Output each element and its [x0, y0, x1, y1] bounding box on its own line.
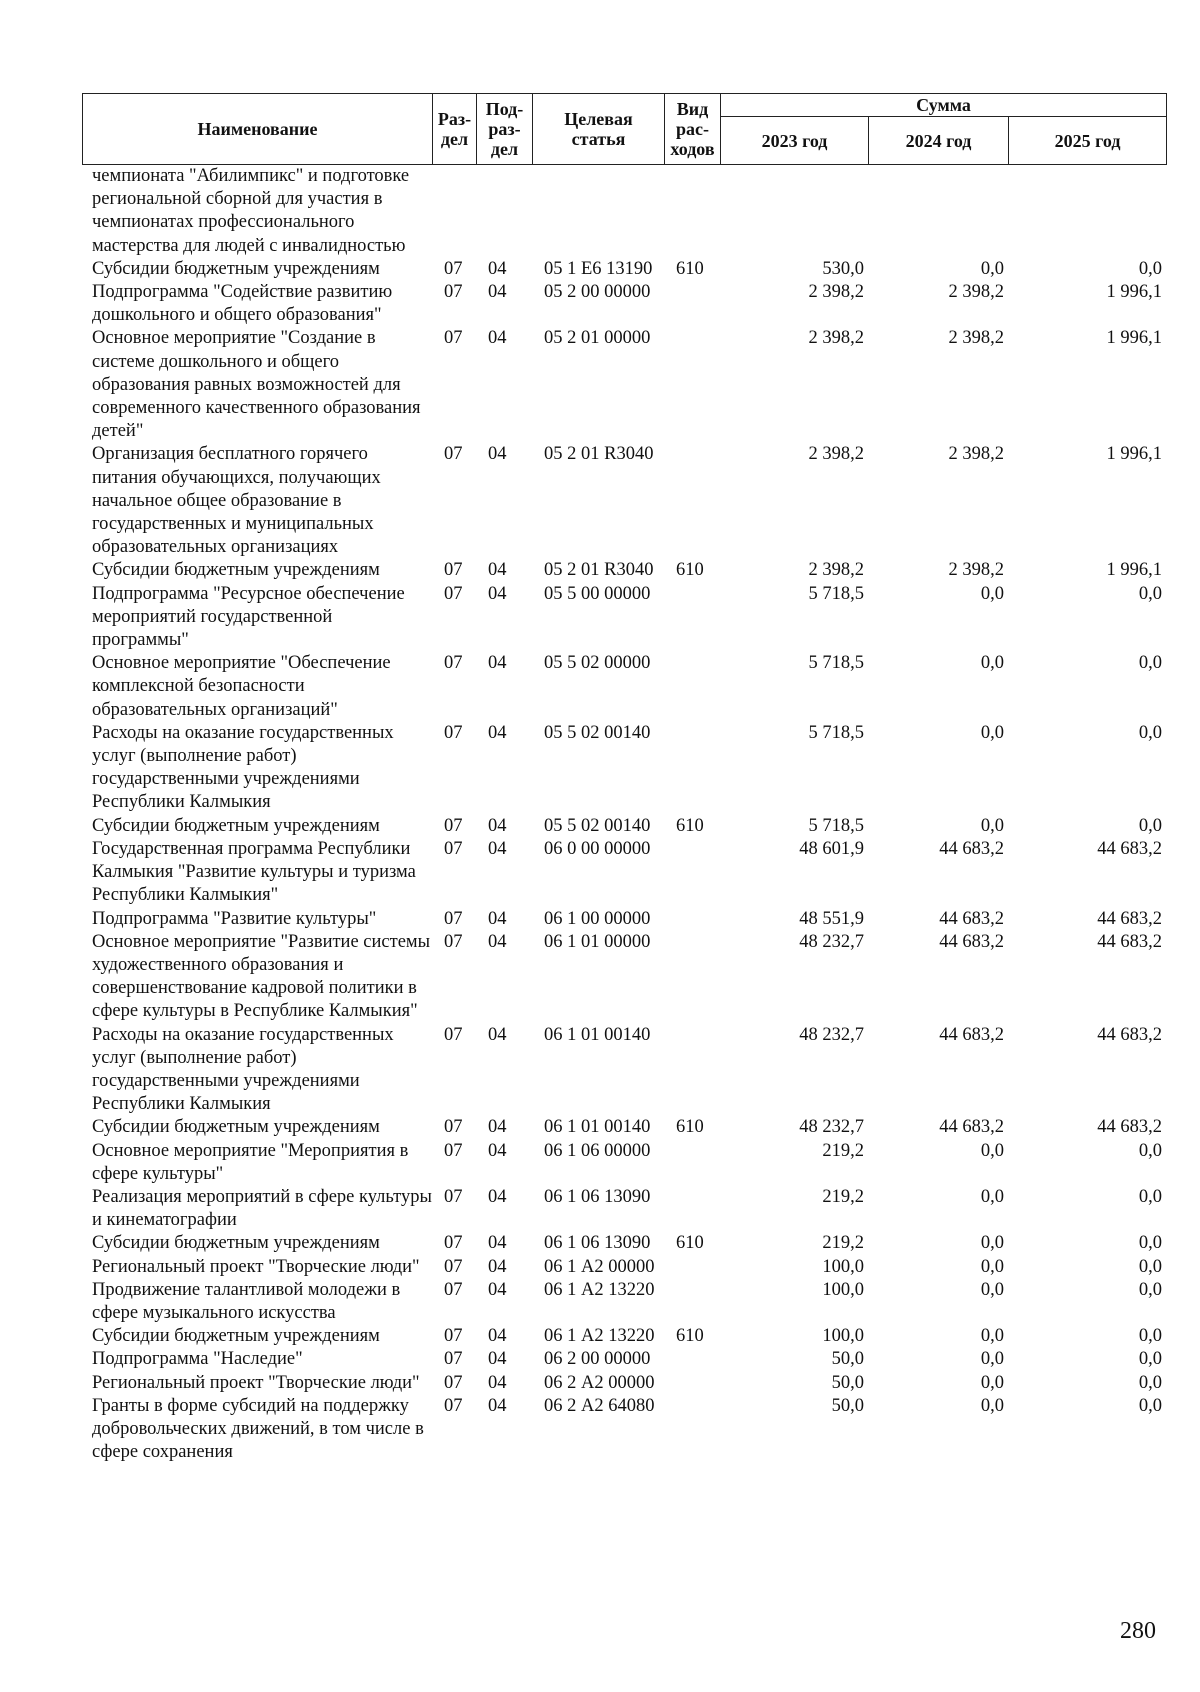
- row-sum-2023: 50,0: [831, 1395, 864, 1416]
- row-section: 07: [444, 1117, 463, 1138]
- row-name: Подпрограмма "Развитие культуры": [92, 908, 377, 929]
- table-row: [82, 1348, 1166, 1371]
- row-section: 07: [444, 1349, 463, 1370]
- row-section: 07: [444, 815, 463, 836]
- row-sum-2025: 0,0: [1138, 1349, 1162, 1370]
- row-expense-kind: [664, 443, 720, 559]
- table-row: [82, 1325, 1166, 1348]
- table-row: [82, 1024, 1166, 1117]
- row-name: Основное мероприятие "Создание в системе дошкольного и общего образования равных возможностей для современного качественного образования детей": [92, 328, 421, 442]
- row-sum-2025: 1 996,1: [1106, 560, 1162, 581]
- row-expense-kind: [664, 1140, 720, 1186]
- row-name: Основное мероприятие "Развитие системы художественного образования и совершенствование кадровой политики в сфере культуры в Республике Калмыкия": [92, 931, 431, 1022]
- row-expense-kind: 610: [676, 1326, 704, 1347]
- row-sum-2023: 2 398,2: [808, 560, 864, 581]
- row-section: 07: [444, 282, 463, 303]
- row-name: Продвижение талантливой молодежи в сфере музыкального искусства: [92, 1279, 401, 1323]
- row-section: 07: [444, 1233, 463, 1254]
- row-subsection: 04: [488, 1279, 507, 1300]
- table-row: [82, 443, 1166, 559]
- row-sum-2023: 219,2: [822, 1186, 864, 1207]
- row-expense-kind: [664, 652, 720, 722]
- row-sum-2024: 44 683,2: [939, 1117, 1004, 1138]
- row-expense-kind: [664, 1372, 720, 1395]
- row-target-article: 06 1 00 00000: [544, 908, 651, 929]
- row-name: Гранты в форме субсидий на поддержку добровольческих движений, в том числе в сфере сохранения: [92, 1395, 424, 1463]
- row-sum-2023: 48 232,7: [799, 931, 864, 952]
- table-row: [82, 165, 1166, 258]
- row-target-article: 06 1 А2 13220: [544, 1279, 655, 1300]
- row-sum-2023: 5 718,5: [808, 653, 864, 674]
- row-expense-kind: [664, 722, 720, 815]
- table-row: [82, 258, 1166, 281]
- row-name: Региональный проект "Творческие люди": [92, 1372, 420, 1393]
- row-target-article: 05 2 01 00000: [544, 328, 651, 349]
- row-sum-2025: 1 996,1: [1106, 444, 1162, 465]
- row-target-article: 06 1 06 13090: [544, 1233, 651, 1254]
- row-target-article: 06 2 А2 64080: [544, 1395, 655, 1416]
- row-sum-2024: 0,0: [980, 1186, 1004, 1207]
- row-name: Основное мероприятие "Мероприятия в сфере культуры": [92, 1140, 409, 1184]
- row-target-article: 05 5 02 00140: [544, 815, 651, 836]
- row-sum-2024: 0,0: [980, 1395, 1004, 1416]
- row-sum-2024: 0,0: [980, 1279, 1004, 1300]
- table-row: [82, 1186, 1166, 1232]
- row-target-article: 06 1 01 00140: [544, 1024, 651, 1045]
- table-row: [82, 1116, 1166, 1139]
- row-sum-2024: 2 398,2: [948, 328, 1004, 349]
- row-subsection: 04: [488, 1326, 507, 1347]
- row-sum-2025: 44 683,2: [1097, 931, 1162, 952]
- row-expense-kind: 610: [676, 1117, 704, 1138]
- table-row: [82, 1232, 1166, 1255]
- row-sum-2024: 0,0: [980, 258, 1004, 279]
- row-subsection: 04: [488, 583, 507, 604]
- row-subsection: 04: [488, 1140, 507, 1161]
- row-sum-2023: 5 718,5: [808, 722, 864, 743]
- row-section: 07: [444, 1395, 463, 1416]
- row-subsection: 04: [488, 1024, 507, 1045]
- row-target-article: 06 1 06 13090: [544, 1186, 651, 1207]
- row-sum-2024: 0,0: [980, 653, 1004, 674]
- row-name: Подпрограмма "Наследие": [92, 1349, 303, 1370]
- row-sum-2023: 50,0: [831, 1349, 864, 1370]
- row-name: Субсидии бюджетным учреждениям: [92, 815, 380, 836]
- row-sum-2025: 0,0: [1138, 1395, 1162, 1416]
- row-expense-kind: [664, 583, 720, 653]
- row-sum-2023: 100,0: [822, 1279, 864, 1300]
- header-year-2024: 2024 год: [869, 117, 1009, 165]
- row-section: 07: [444, 1326, 463, 1347]
- row-subsection: 04: [488, 560, 507, 581]
- row-target-article: 05 2 01 R3040: [544, 560, 654, 581]
- row-name: Субсидии бюджетным учреждениям: [92, 560, 380, 581]
- row-subsection: 04: [488, 1186, 507, 1207]
- row-sum-2023: 5 718,5: [808, 583, 864, 604]
- row-sum-2025: 0,0: [1138, 1186, 1162, 1207]
- row-expense-kind: [664, 1256, 720, 1279]
- row-sum-2024: 2 398,2: [948, 560, 1004, 581]
- row-sum-2024: 0,0: [980, 1256, 1004, 1277]
- row-expense-kind: [664, 281, 720, 327]
- table-row: [82, 1256, 1166, 1279]
- row-sum-2023: 2 398,2: [808, 328, 864, 349]
- row-sum-2025: 1 996,1: [1106, 328, 1162, 349]
- row-section: 07: [444, 583, 463, 604]
- row-section: 07: [444, 1256, 463, 1277]
- row-expense-kind: 610: [676, 258, 704, 279]
- row-subsection: 04: [488, 258, 507, 279]
- row-expense-kind: [664, 838, 720, 908]
- header-name: Наименование: [83, 94, 433, 165]
- row-section: 07: [444, 1024, 463, 1045]
- row-section: 07: [444, 258, 463, 279]
- header-sum: Сумма: [721, 94, 1167, 117]
- row-name: Организация бесплатного горячего питания обучающихся, получающих начальное общее образование в государственных и муниципальных образовательных организациях: [92, 444, 381, 558]
- row-sum-2025: 0,0: [1138, 1233, 1162, 1254]
- row-sum-2024: 44 683,2: [939, 931, 1004, 952]
- row-subsection: 04: [488, 444, 507, 465]
- table-header: [82, 93, 1167, 165]
- row-target-article: 05 2 01 R3040: [544, 444, 654, 465]
- row-expense-kind: 610: [676, 815, 704, 836]
- row-sum-2024: 0,0: [980, 583, 1004, 604]
- row-sum-2025: 0,0: [1138, 722, 1162, 743]
- row-sum-2024: 0,0: [980, 815, 1004, 836]
- row-sum-2023: 530,0: [822, 258, 864, 279]
- row-section: 07: [444, 653, 463, 674]
- row-name: Реализация мероприятий в сфере культуры и кинематографии: [92, 1186, 432, 1231]
- row-name: Расходы на оказание государственных услуг (выполнение работ) государственными учреждениями Республики Калмыкия: [92, 1024, 394, 1115]
- row-sum-2025: 44 683,2: [1097, 908, 1162, 929]
- row-sum-2023: 100,0: [822, 1326, 864, 1347]
- row-name: Региональный проект "Творческие люди": [92, 1256, 420, 1277]
- row-target-article: 05 5 00 00000: [544, 583, 651, 604]
- row-section: 07: [444, 838, 463, 859]
- row-target-article: 06 1 01 00000: [544, 931, 651, 952]
- row-sum-2024: 0,0: [980, 722, 1004, 743]
- row-target-article: 06 1 А2 13220: [544, 1326, 655, 1347]
- row-subsection: 04: [488, 1349, 507, 1370]
- row-sum-2023: 50,0: [831, 1372, 864, 1393]
- row-name: Основное мероприятие "Обеспечение комплексной безопасности образовательных организаций": [92, 653, 391, 720]
- row-name: Субсидии бюджетным учреждениям: [92, 1233, 380, 1254]
- table-row: [82, 583, 1166, 653]
- row-expense-kind: [664, 908, 720, 931]
- row-sum-2025: 0,0: [1138, 1372, 1162, 1393]
- row-subsection: 04: [488, 838, 507, 859]
- row-subsection: 04: [488, 815, 507, 836]
- row-name: Субсидии бюджетным учреждениям: [92, 258, 380, 279]
- table-row: [82, 1395, 1166, 1465]
- row-section: 07: [444, 1140, 463, 1161]
- row-sum-2024: 0,0: [980, 1349, 1004, 1370]
- row-section: 07: [444, 931, 463, 952]
- header-expense-kind: Вид рас- ходов: [665, 94, 721, 165]
- row-subsection: 04: [488, 282, 507, 303]
- row-section: 07: [444, 1279, 463, 1300]
- row-target-article: 06 0 00 00000: [544, 838, 651, 859]
- row-subsection: 04: [488, 1372, 507, 1393]
- row-sum-2024: 0,0: [980, 1233, 1004, 1254]
- row-target-article: 06 2 00 00000: [544, 1349, 651, 1370]
- row-subsection: 04: [488, 1395, 507, 1416]
- row-name: Расходы на оказание государственных услуг (выполнение работ) государственными учреждениями Республики Калмыкия: [92, 722, 394, 813]
- row-name: Субсидии бюджетным учреждениям: [92, 1117, 380, 1138]
- row-target-article: 06 1 01 00140: [544, 1117, 651, 1138]
- row-sum-2025: 44 683,2: [1097, 1117, 1162, 1138]
- row-sum-2024: 0,0: [980, 1140, 1004, 1161]
- row-section: 07: [444, 328, 463, 349]
- row-section: 07: [444, 1372, 463, 1393]
- row-subsection: 04: [488, 1117, 507, 1138]
- row-target-article: 05 5 02 00000: [544, 653, 651, 674]
- row-section: [432, 165, 476, 258]
- row-expense-kind: 610: [676, 1233, 704, 1254]
- row-section: 07: [444, 722, 463, 743]
- row-target-article: 05 2 00 00000: [544, 282, 651, 303]
- table-row: [82, 722, 1166, 815]
- row-sum-2025: 0,0: [1138, 1279, 1162, 1300]
- row-expense-kind: [664, 165, 720, 258]
- row-expense-kind: [664, 327, 720, 443]
- table-row: [82, 1372, 1166, 1395]
- table-row: [82, 559, 1166, 582]
- row-expense-kind: [664, 1279, 720, 1325]
- row-sum-2023: 48 232,7: [799, 1024, 864, 1045]
- row-expense-kind: [664, 1395, 720, 1465]
- row-sum-2025: 44 683,2: [1097, 838, 1162, 859]
- row-subsection: 04: [488, 328, 507, 349]
- row-expense-kind: [664, 1348, 720, 1371]
- row-sum-2023: 2 398,2: [808, 282, 864, 303]
- row-target-article: 05 5 02 00140: [544, 722, 651, 743]
- row-sum-2023: 100,0: [822, 1256, 864, 1277]
- row-sum-2025: 0,0: [1138, 815, 1162, 836]
- row-sum-2024: 2 398,2: [948, 282, 1004, 303]
- row-name: Государственная программа Республики Калмыкия "Развитие культуры и туризма Республики Калмыкия": [92, 838, 416, 906]
- row-section: 07: [444, 444, 463, 465]
- row-sum-2023: 48 601,9: [799, 838, 864, 859]
- row-sum-2025: 1 996,1: [1106, 282, 1162, 303]
- row-section: 07: [444, 908, 463, 929]
- row-target-article: 06 2 А2 00000: [544, 1372, 655, 1393]
- row-sum-2025: 0,0: [1138, 653, 1162, 674]
- table-row: [82, 838, 1166, 908]
- table-body: [82, 165, 1166, 1464]
- row-sum-2025: 44 683,2: [1097, 1024, 1162, 1045]
- header-year-2025: 2025 год: [1009, 117, 1167, 165]
- row-subsection: 04: [488, 931, 507, 952]
- row-subsection: 04: [488, 653, 507, 674]
- table-row: [82, 908, 1166, 931]
- row-sum-2023: 219,2: [822, 1140, 864, 1161]
- row-target-article: 05 1 Е6 13190: [544, 258, 653, 279]
- row-sum-2023: 5 718,5: [808, 815, 864, 836]
- row-expense-kind: [664, 931, 720, 1024]
- table-row: [82, 931, 1166, 1024]
- row-sum-2025: 0,0: [1138, 258, 1162, 279]
- row-sum-2023: [720, 165, 868, 258]
- row-subsection: 04: [488, 908, 507, 929]
- table-row: [82, 652, 1166, 722]
- row-sum-2025: [1008, 165, 1166, 258]
- row-sum-2024: 44 683,2: [939, 908, 1004, 929]
- header-year-2023: 2023 год: [721, 117, 869, 165]
- row-sum-2024: 2 398,2: [948, 444, 1004, 465]
- row-subsection: 04: [488, 1256, 507, 1277]
- row-target-article: 06 1 А2 00000: [544, 1256, 655, 1277]
- row-name: Подпрограмма "Содействие развитию дошкольного и общего образования": [92, 282, 393, 326]
- page-number: 280: [1120, 1618, 1156, 1644]
- row-sum-2024: 0,0: [980, 1372, 1004, 1393]
- row-sum-2024: 0,0: [980, 1326, 1004, 1347]
- row-sum-2023: 48 551,9: [799, 908, 864, 929]
- row-sum-2024: [868, 165, 1008, 258]
- row-expense-kind: [664, 1186, 720, 1232]
- row-sum-2025: 0,0: [1138, 583, 1162, 604]
- row-sum-2023: 219,2: [822, 1233, 864, 1254]
- table-row: [82, 327, 1166, 443]
- budget-table: [82, 165, 1166, 1464]
- row-name: чемпионата "Абилимпикс" и подготовке региональной сборной для участия в чемпионатах профессионального мастерства для людей с инвалидностью: [92, 166, 410, 256]
- row-name: Субсидии бюджетным учреждениям: [92, 1326, 380, 1347]
- row-sum-2025: 0,0: [1138, 1140, 1162, 1161]
- header-target-article: Целевая статья: [533, 94, 665, 165]
- header-section: Раз- дел: [433, 94, 477, 165]
- header-subsection: Под- раз- дел: [477, 94, 533, 165]
- row-expense-kind: [664, 1024, 720, 1117]
- row-section: 07: [444, 1186, 463, 1207]
- table-row: [82, 1279, 1166, 1325]
- row-target-article: [532, 165, 664, 258]
- row-sum-2023: 2 398,2: [808, 444, 864, 465]
- table-row: [82, 281, 1166, 327]
- row-name: Подпрограмма "Ресурсное обеспечение мероприятий государственной программы": [92, 583, 405, 651]
- table-row: [82, 815, 1166, 838]
- table-row: [82, 1140, 1166, 1186]
- row-target-article: 06 1 06 00000: [544, 1140, 651, 1161]
- row-sum-2024: 44 683,2: [939, 1024, 1004, 1045]
- row-subsection: 04: [488, 722, 507, 743]
- row-sum-2025: 0,0: [1138, 1256, 1162, 1277]
- row-subsection: [476, 165, 532, 258]
- row-subsection: 04: [488, 1233, 507, 1254]
- row-expense-kind: 610: [676, 560, 704, 581]
- row-section: 07: [444, 560, 463, 581]
- row-sum-2023: 48 232,7: [799, 1117, 864, 1138]
- row-sum-2025: 0,0: [1138, 1326, 1162, 1347]
- row-sum-2024: 44 683,2: [939, 838, 1004, 859]
